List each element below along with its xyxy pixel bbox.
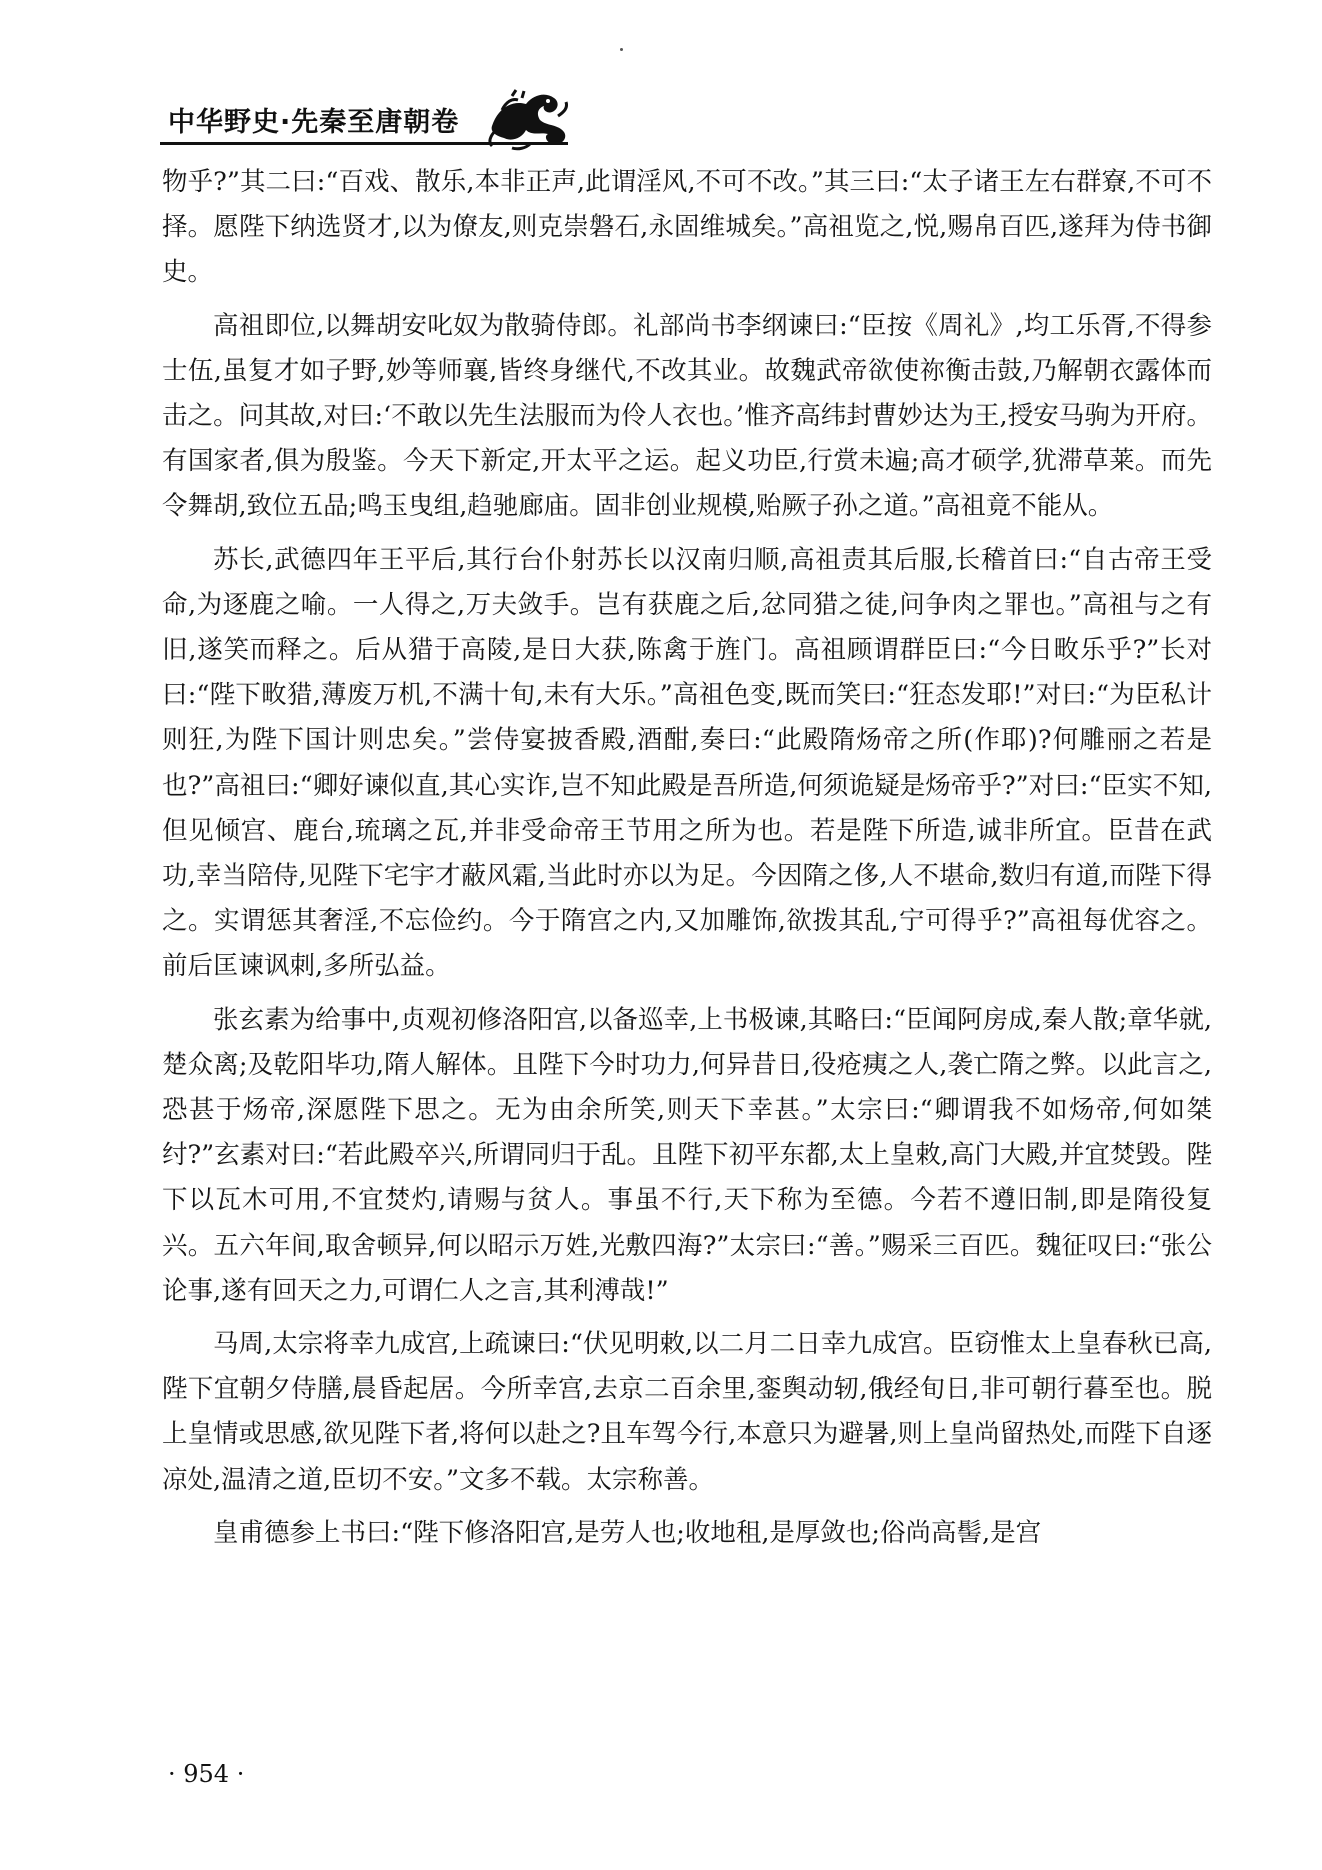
paragraph-4: 张玄素为给事中,贞观初修洛阳宫,以备巡幸,上书极谏,其略曰:“臣闻阿房成,秦人散;章华就,楚众离;及乾阳毕功,隋人解体。且陛下今时功力,何异昔日,役疮痍之人,袭亡隋之弊。以此言之,恐甚于炀帝,深愿陛下思之。无为由余所笑,则天下幸甚。”太宗曰:“卿谓我不如炀帝,何如桀纣?”玄素对曰:“若此殿卒兴,所谓同归于乱。且陛下初平东都,太上皇敕,高门大殿,并宜焚毁。陛下以瓦木可用,不宜焚灼,请赐与贫人。事虽不行,天下称为至德。今若不遵旧制,即是隋役复兴。五六年间,取舍顿异,何以昭示万姓,光敷四海?”太宗曰:“善。”赐采三百匹。魏征叹曰:“张公论事,遂有回天之力,可谓仁人之言,其利溥哉!” — [162, 1004, 1212, 1306]
scan-speck — [620, 48, 623, 51]
paragraph-5: 马周,太宗将幸九成宫,上疏谏曰:“伏见明敕,以二月二日幸九成宫。臣窃惟太上皇春秋已高,陛下宜朝夕侍膳,晨昏起居。今所幸宫,去京二百余里,銮舆动轫,俄经旬日,非可朝行暮至也。脱上皇情或思感,欲见陛下者,将何以赴之?且车驾今行,本意只为避暑,则上皇尚留热处,而陛下自逐凉处,温清之道,臣切不安。”文多不载。太宗称善。 — [162, 1329, 1212, 1495]
running-header — [160, 86, 580, 156]
paragraph-6: 皇甫德参上书曰:“陛下修洛阳宫,是劳人也;收地租,是厚敛也;俗尚高髻,是宫 — [213, 1517, 1042, 1548]
header-title: 中华野史·先秦至唐朝卷 — [168, 107, 460, 138]
paragraph-3: 苏长,武德四年王平后,其行台仆射苏长以汉南归顺,高祖责其后服,长稽首曰:“自古帝王受命,为逐鹿之喻。一人得之,万夫敛手。岂有获鹿之后,忿同猎之徒,问争肉之罪也。”高祖与之有旧,遂笑而释之。后从猎于高陵,是日大获,陈禽于旌门。高祖顾谓群臣曰:“今日畋乐乎?”长对曰:“陛下畋猎,薄废万机,不满十旬,未有大乐。”高祖色变,既而笑曰:“狂态发耶!”对曰:“为臣私计则狂,为陛下国计则忠矣。”尝侍宴披香殿,酒酣,奏曰:“此殿隋炀帝之所(作耶)?何雕丽之若是也?”高祖曰:“卿好谏似直,其心实诈,岂不知此殿是吾所造,何须诡疑是炀帝乎?”对曰:“臣实不知,但见倾宫、鹿台,琉璃之瓦,并非受命帝王节用之所为也。若是陛下所造,诚非所宜。臣昔在武功,幸当陪侍,见陛下宅宇才蔽风霜,当此时亦以为足。今因隋之侈,人不堪命,数归有道,而陛下得之。实谓惩其奢淫,不忘俭约。今于隋宫之内,又加雕饰,欲拨其乱,宁可得乎?”高祖每优容之。前后匡谏讽刺,多所弘益。 — [162, 544, 1212, 982]
page-number: · 954 · — [168, 1760, 245, 1788]
paragraph-2: 高祖即位,以舞胡安叱奴为散骑侍郎。礼部尚书李纲谏曰:“臣按《周礼》,均工乐胥,不得参士伍,虽复才如子野,妙等师襄,皆终身继代,不改其业。故魏武帝欲使祢衡击鼓,乃解朝衣露体而击之。问其故,对曰:‘不敢以先生法服而为伶人衣也。’惟齐高纬封曹妙达为王,授安马驹为开府。有国家者,俱为殷鉴。今天下新定,开太平之运。起义功臣,行赏未遍;高才硕学,犹滞草莱。而先令舞胡,致位五品;鸣玉曳组,趋驰廊庙。固非创业规模,贻厥子孙之道。”高祖竟不能从。 — [162, 310, 1212, 522]
paragraph-1: 物乎?”其二曰:“百戏、散乐,本非正声,此谓淫风,不可不改。”其三曰:“太子诸王左右群寮,不可不择。愿陛下纳选贤才,以为僚友,则克崇磐石,永固维城矣。”高祖览之,悦,赐帛百匹,遂拜为侍书御史。 — [162, 167, 1212, 288]
header-rule — [160, 142, 568, 145]
body-text — [162, 160, 1212, 1564]
